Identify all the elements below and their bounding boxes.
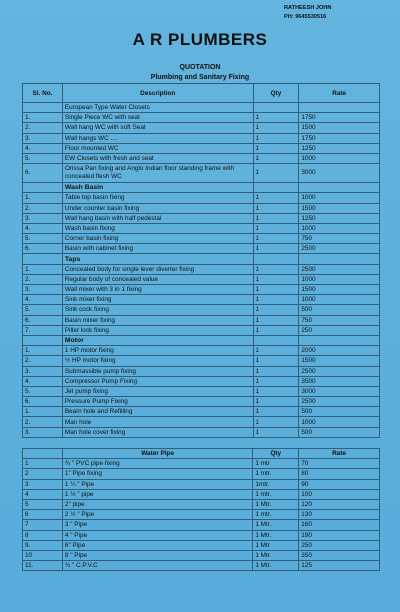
column-header-rate: Rate <box>299 449 380 459</box>
cell-rate: 750 <box>299 234 380 244</box>
cell-description: Orissa Pan fixing and Anglo Indian floor standing frame with concealed flesh WC <box>62 164 253 183</box>
cell-sl <box>23 335 63 345</box>
table-row <box>23 356 380 366</box>
cell-qty: 1 mtr. <box>253 469 299 479</box>
section-row <box>23 254 380 264</box>
cell-description: 6" Pipe <box>62 540 252 550</box>
cell-description: 3 " Pipe <box>62 520 252 530</box>
cell-description: Sink mixer fixing <box>62 295 253 305</box>
cell-rate: 2000 <box>299 346 380 356</box>
cell-description: Wall mixer with 3 in 1 fixing <box>62 285 253 295</box>
cell-description: Jet pump fixing <box>62 386 253 396</box>
table-row <box>23 274 380 284</box>
cell-sl: 3. <box>23 285 63 295</box>
cell-description: 1 ¼ " Pipe <box>62 479 252 489</box>
cell-qty: 1 <box>253 244 299 254</box>
cell-qty: 1 <box>253 285 299 295</box>
column-header-description: Description <box>62 84 253 103</box>
company-title: A R PLUMBERS <box>132 30 268 49</box>
table-row <box>23 223 380 233</box>
cell-description: Basin mixer fixing <box>62 315 253 325</box>
cell-sl: 4 <box>23 489 63 499</box>
cell-description: Piller lock fixing <box>62 325 253 335</box>
cell-qty: 1 <box>253 123 299 133</box>
cell-rate: 2500 <box>299 366 380 376</box>
cell-rate: 2500 <box>299 397 380 407</box>
cell-sl: 4. <box>23 376 63 386</box>
cell-qty: 1 <box>253 113 299 123</box>
cell-qty: 1 <box>253 133 299 143</box>
table-header-row <box>23 449 380 459</box>
cell-sl: 2. <box>23 123 63 133</box>
cell-sl: 6. <box>23 244 63 254</box>
cell-rate: 1000 <box>299 153 380 163</box>
cell-description: European Type Water Closets <box>62 103 253 113</box>
cell-sl: 1. <box>23 193 63 203</box>
cell-rate: 1500 <box>299 356 380 366</box>
cell-sl: 6. <box>23 397 63 407</box>
cell-description: Single Piece WC with seat <box>62 113 253 123</box>
table-row <box>23 376 380 386</box>
cell-sl <box>23 254 63 264</box>
cell-rate <box>299 183 380 193</box>
cell-description: Wall hangs WC .... <box>62 133 253 143</box>
cell-description: Submassible pump fixing <box>62 366 253 376</box>
table-row <box>23 143 380 153</box>
cell-rate <box>299 103 380 113</box>
cell-description: 8 " Pipe <box>62 550 252 560</box>
cell-sl: 2. <box>23 417 63 427</box>
cell-sl <box>23 103 63 113</box>
section-row <box>23 335 380 345</box>
cell-description: Corner basin fixing <box>62 234 253 244</box>
table-row <box>23 346 380 356</box>
contact-block <box>284 4 331 22</box>
cell-sl: 5 <box>23 499 63 509</box>
cell-description: 2 ½ " Pipe <box>62 510 252 520</box>
fixing-rates-table <box>22 83 380 438</box>
cell-sl: 2. <box>23 274 63 284</box>
cell-description: Sink cock fixing <box>62 305 253 315</box>
cell-qty: 1 <box>253 386 299 396</box>
cell-rate: 500 <box>299 407 380 417</box>
cell-qty: 1 Mtr. <box>253 561 299 571</box>
cell-qty: 1 <box>253 305 299 315</box>
cell-rate: 90 <box>299 479 380 489</box>
cell-description: 2" pipe <box>62 499 252 509</box>
cell-qty: 1 mtr. <box>253 489 299 499</box>
cell-qty: 1 Mtr. <box>253 499 299 509</box>
cell-qty: 1 <box>253 153 299 163</box>
table-row <box>23 459 380 469</box>
cell-qty: 1 Mtr <box>253 540 299 550</box>
cell-qty: 1mtr. <box>253 479 299 489</box>
cell-sl: 5. <box>23 386 63 396</box>
cell-qty: 1 <box>253 274 299 284</box>
cell-qty: 1 Mtr. <box>253 530 299 540</box>
cell-qty: 1 Mtr. <box>253 520 299 530</box>
cell-qty: 1 <box>253 315 299 325</box>
table-row <box>23 164 380 183</box>
cell-rate: 1750 <box>299 133 380 143</box>
cell-rate: 2500 <box>299 244 380 254</box>
cell-rate: 1000 <box>299 274 380 284</box>
cell-rate: 80 <box>299 469 380 479</box>
table-row <box>23 397 380 407</box>
cell-qty: 1 <box>253 356 299 366</box>
table-row <box>23 244 380 254</box>
contact-name: RATHEESH JOHN <box>284 5 332 11</box>
cell-rate: 1000 <box>299 417 380 427</box>
table-row <box>23 203 380 213</box>
cell-qty: 1 mtr <box>253 459 299 469</box>
cell-description: Basin with cabinet fixing <box>62 244 253 254</box>
cell-description: Floor mounted WC <box>62 143 253 153</box>
cell-qty: 1 <box>253 376 299 386</box>
cell-sl: 2. <box>23 356 63 366</box>
table-row <box>23 510 380 520</box>
cell-description: 1 ½ " pipe <box>62 489 252 499</box>
cell-rate: 750 <box>299 315 380 325</box>
document-subject: Plumbing and Sanitary Fixing <box>150 74 250 81</box>
cell-qty: 1 <box>253 264 299 274</box>
cell-description: ½ HP motor fixing <box>62 356 253 366</box>
cell-sl: 5. <box>23 153 63 163</box>
cell-qty: 1 <box>253 407 299 417</box>
cell-rate: 125 <box>299 561 380 571</box>
cell-sl: 11. <box>23 561 63 571</box>
cell-qty: 1 <box>253 164 299 183</box>
cell-sl: 9. <box>23 540 63 550</box>
cell-sl: 8 <box>23 530 63 540</box>
cell-qty: 1 <box>253 417 299 427</box>
cell-rate: 100 <box>299 489 380 499</box>
cell-description: Man hole <box>62 417 253 427</box>
cell-qty: 1 <box>253 203 299 213</box>
table-row <box>23 295 380 305</box>
cell-rate: 500 <box>299 427 380 437</box>
table-row <box>23 530 380 540</box>
cell-sl: 5. <box>23 305 63 315</box>
cell-sl: 6 <box>23 510 63 520</box>
cell-rate: 160 <box>299 520 380 530</box>
table-row <box>23 386 380 396</box>
cell-description: Regular body of concealed value <box>62 274 253 284</box>
table-row <box>23 133 380 143</box>
cell-description: ¾ " PVC pipe fixing <box>62 459 252 469</box>
cell-rate: 120 <box>299 499 380 509</box>
cell-qty: 1 <box>253 223 299 233</box>
cell-sl: 1. <box>23 407 63 417</box>
cell-qty: 1 <box>253 325 299 335</box>
cell-description: Wall hang WC with soft Seat <box>62 123 253 133</box>
cell-rate: 3500 <box>299 376 380 386</box>
table-row <box>23 427 380 437</box>
cell-qty: 1 <box>253 427 299 437</box>
cell-qty: 1 <box>253 346 299 356</box>
cell-rate: 500 <box>299 305 380 315</box>
table-row <box>23 103 380 113</box>
cell-sl: 2 <box>23 469 63 479</box>
cell-sl: 1. <box>23 264 63 274</box>
column-header-sl: Sl. No. <box>23 84 63 103</box>
cell-description: Beam hole and Refilling <box>62 407 253 417</box>
cell-qty: 1 <box>253 397 299 407</box>
column-header-qty: Qty <box>253 84 299 103</box>
table-row <box>23 469 380 479</box>
cell-qty <box>253 254 299 264</box>
column-header-rate: Rate <box>299 84 380 103</box>
cell-description: Compressor Pump Fixing <box>62 376 253 386</box>
cell-sl: 3. <box>23 427 63 437</box>
cell-description: Pressure Pump Fixing <box>62 397 253 407</box>
cell-description: 1 HP motor fixing <box>62 346 253 356</box>
cell-sl: 1. <box>23 113 63 123</box>
cell-description: Table top basin fixing <box>62 193 253 203</box>
table-row <box>23 550 380 560</box>
cell-rate: 1500 <box>299 123 380 133</box>
cell-qty: 1 <box>253 143 299 153</box>
cell-sl: 3. <box>23 133 63 143</box>
table-row <box>23 285 380 295</box>
cell-rate: 3000 <box>299 164 380 183</box>
cell-description: ¾ " C.P.V.C <box>62 561 252 571</box>
column-header-sl <box>23 449 63 459</box>
column-header-qty: Qty <box>253 449 299 459</box>
table-row <box>23 305 380 315</box>
cell-rate: 1500 <box>299 285 380 295</box>
table-row <box>23 264 380 274</box>
cell-rate: 250 <box>299 540 380 550</box>
cell-sl: 1 <box>23 459 63 469</box>
table-row <box>23 234 380 244</box>
cell-sl: 1. <box>23 346 63 356</box>
table-row <box>23 489 380 499</box>
cell-sl: 4. <box>23 143 63 153</box>
cell-sl: 2. <box>23 203 63 213</box>
cell-description: Motor <box>62 335 253 345</box>
cell-qty: 1 <box>253 366 299 376</box>
table-row <box>23 153 380 163</box>
cell-rate: 1000 <box>299 295 380 305</box>
cell-sl: 4. <box>23 223 63 233</box>
column-header-water-pipe: Water Pipe <box>62 449 252 459</box>
cell-description: 1" Pipe fixing <box>62 469 252 479</box>
table-row <box>23 366 380 376</box>
cell-rate: 70 <box>299 459 380 469</box>
cell-sl: 3. <box>23 213 63 223</box>
cell-sl: 5. <box>23 234 63 244</box>
cell-sl: 4. <box>23 295 63 305</box>
cell-sl: 6. <box>23 315 63 325</box>
cell-sl: 3. <box>23 366 63 376</box>
cell-qty: 1 <box>253 193 299 203</box>
table-row <box>23 193 380 203</box>
table-row <box>23 561 380 571</box>
cell-description: 4 " Pipe <box>62 530 252 540</box>
cell-description: Taps <box>62 254 253 264</box>
section-row <box>23 183 380 193</box>
cell-sl <box>23 183 63 193</box>
cell-rate <box>299 335 380 345</box>
cell-description: Wall hang basin with half pedestal <box>62 213 253 223</box>
cell-qty: 1 <box>253 295 299 305</box>
table-row <box>23 113 380 123</box>
table-row <box>23 540 380 550</box>
cell-rate <box>299 254 380 264</box>
table-row <box>23 315 380 325</box>
water-pipe-table <box>22 448 380 571</box>
cell-rate: 1000 <box>299 193 380 203</box>
table-row <box>23 407 380 417</box>
cell-sl: 3 <box>23 479 63 489</box>
cell-description: EW Closets with fresh and seat <box>62 153 253 163</box>
cell-rate: 350 <box>299 550 380 560</box>
cell-rate: 250 <box>299 325 380 335</box>
cell-sl: 10 <box>23 550 63 560</box>
cell-sl: 7. <box>23 325 63 335</box>
cell-rate: 1250 <box>299 213 380 223</box>
cell-qty: 1 <box>253 213 299 223</box>
table-row <box>23 123 380 133</box>
cell-description: Wash basin fixing <box>62 223 253 233</box>
table-row <box>23 325 380 335</box>
cell-sl: 6. <box>23 164 63 183</box>
cell-qty <box>253 103 299 113</box>
cell-rate: 1500 <box>299 203 380 213</box>
cell-rate: 1000 <box>299 223 380 233</box>
cell-rate: 1250 <box>299 143 380 153</box>
document-type: QUOTATION <box>179 64 221 71</box>
cell-description: Concealed body for single lever diverter fixing <box>62 264 253 274</box>
contact-phone: PH: 9645530516 <box>284 14 327 20</box>
table-row <box>23 520 380 530</box>
cell-rate: 130 <box>299 510 380 520</box>
cell-rate: 1750 <box>299 113 380 123</box>
cell-description: Under counter basin fixing <box>62 203 253 213</box>
cell-description: Man hole cover fixing <box>62 427 253 437</box>
cell-description: Wash Basin <box>62 183 253 193</box>
cell-qty: 1 <box>253 234 299 244</box>
cell-qty: 1 Mtr. <box>253 550 299 560</box>
cell-sl: 7 <box>23 520 63 530</box>
table-row <box>23 213 380 223</box>
cell-qty <box>253 335 299 345</box>
cell-rate: 190 <box>299 530 380 540</box>
cell-qty <box>253 183 299 193</box>
table-row <box>23 499 380 509</box>
cell-rate: 3000 <box>299 386 380 396</box>
table-header-row <box>23 84 380 103</box>
table-row <box>23 479 380 489</box>
cell-rate: 2500 <box>299 264 380 274</box>
table-row <box>23 417 380 427</box>
cell-qty: 1 mtr. <box>253 510 299 520</box>
